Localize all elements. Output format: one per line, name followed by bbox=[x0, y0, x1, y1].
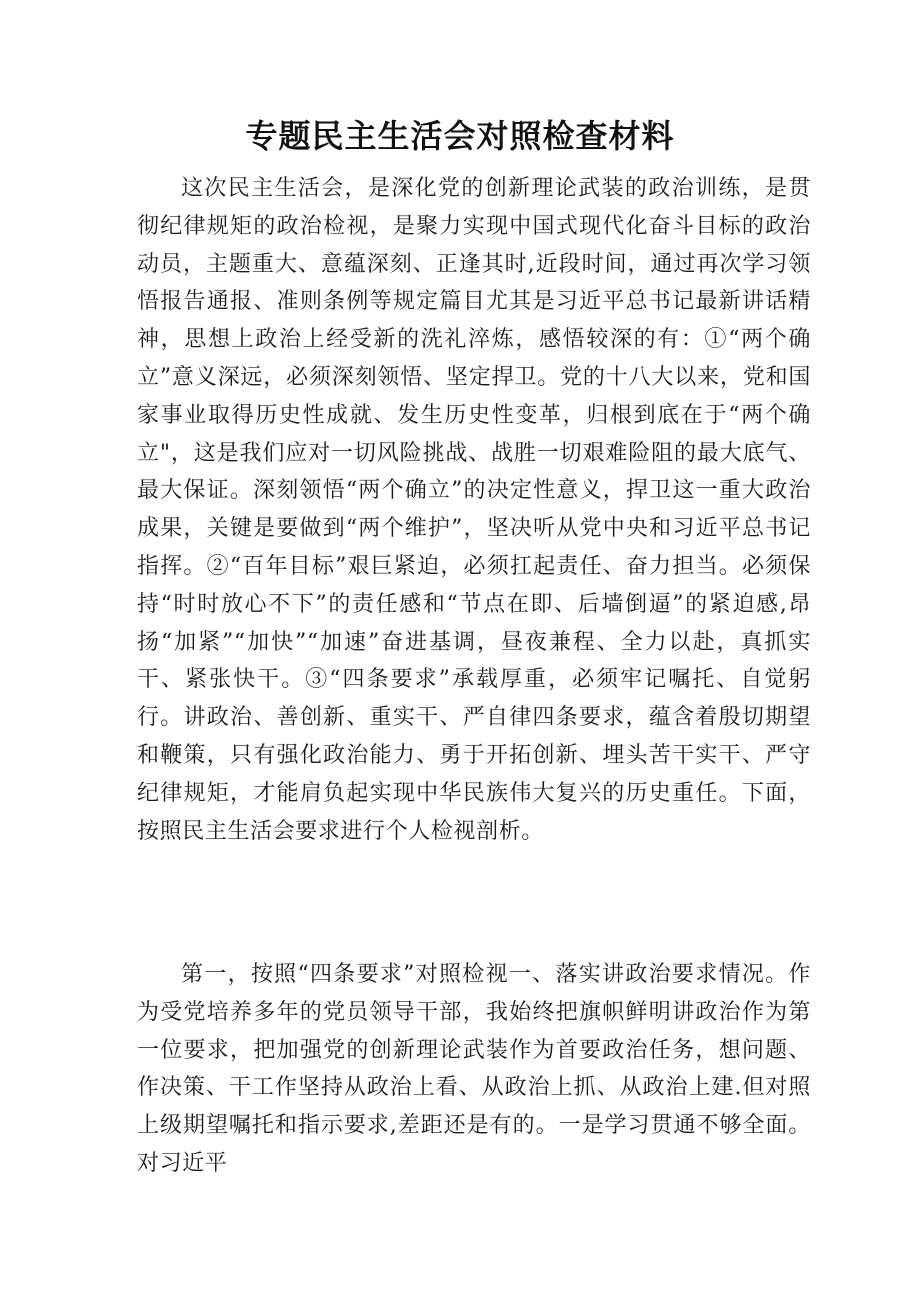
body-paragraph-intro: 这次民主生活会，是深化党的创新理论武装的政治训练，是贯彻纪律规矩的政治检视，是聚力实现中国式现代化奋斗目标的政治动员，主题重大、意蕴深刻、正逢其时,近段时间，通过再次学习领悟报告通报、准则条例等规定篇目尤其是习近平总书记最新讲话精神，思想上政治上经受新的洗礼淬炼，感悟较深的有：①“两个确立”意义深远，必须深刻领悟、坚定捍卫。党的十八大以来，党和国家事业取得历史性成就、发生历史性变革，归根到底在于“两个确立"，这是我们应对一切风险挑战、战胜一切艰难险阻的最大底气、最大保证。深刻领悟“两个确立”的决定性意义，捍卫这一重大政治成果，关键是要做到“两个维护”，坚决听从党中央和习近平总书记指挥。②“百年目标”艰巨紧迫，必须扛起责任、奋力担当。必须保持“时时放心不下”的责任感和“节点在即、后墙倒逼”的紧迫感,昂扬“加紧”“加快”“加速”奋进基调，昼夜兼程、全力以赴，真抓实干、紧张快干。③“四条要求”承载厚重，必须牢记嘱托、自觉躬行。讲政治、善创新、重实干、严自律四条要求，蕴含着殷切期望和鞭策，只有强化政治能力、勇于开拓创新、埋头苦干实干、严守纪律规矩，才能肩负起实现中华民族伟大复兴的历史重任。下面，按照民主生活会要求进行个人检视剖析。 bbox=[137, 176, 811, 844]
body-paragraph-first-point: 第一，按照“四条要求”对照检视一、落实讲政治要求情况。作为受党培养多年的党员领导干部，我始终把旗帜鲜明讲政治作为第一位要求，把加强党的创新理论武装作为首要政治任务，想问题、作决策、干工作坚持从政治上看、从政治上抓、从政治上建.但对照上级期望嘱托和指示要求,差距还是有的。一是学习贯通不够全面。对习近平 bbox=[137, 962, 811, 1176]
document-title: 专题民主生活会对照检查材料 bbox=[245, 117, 675, 155]
